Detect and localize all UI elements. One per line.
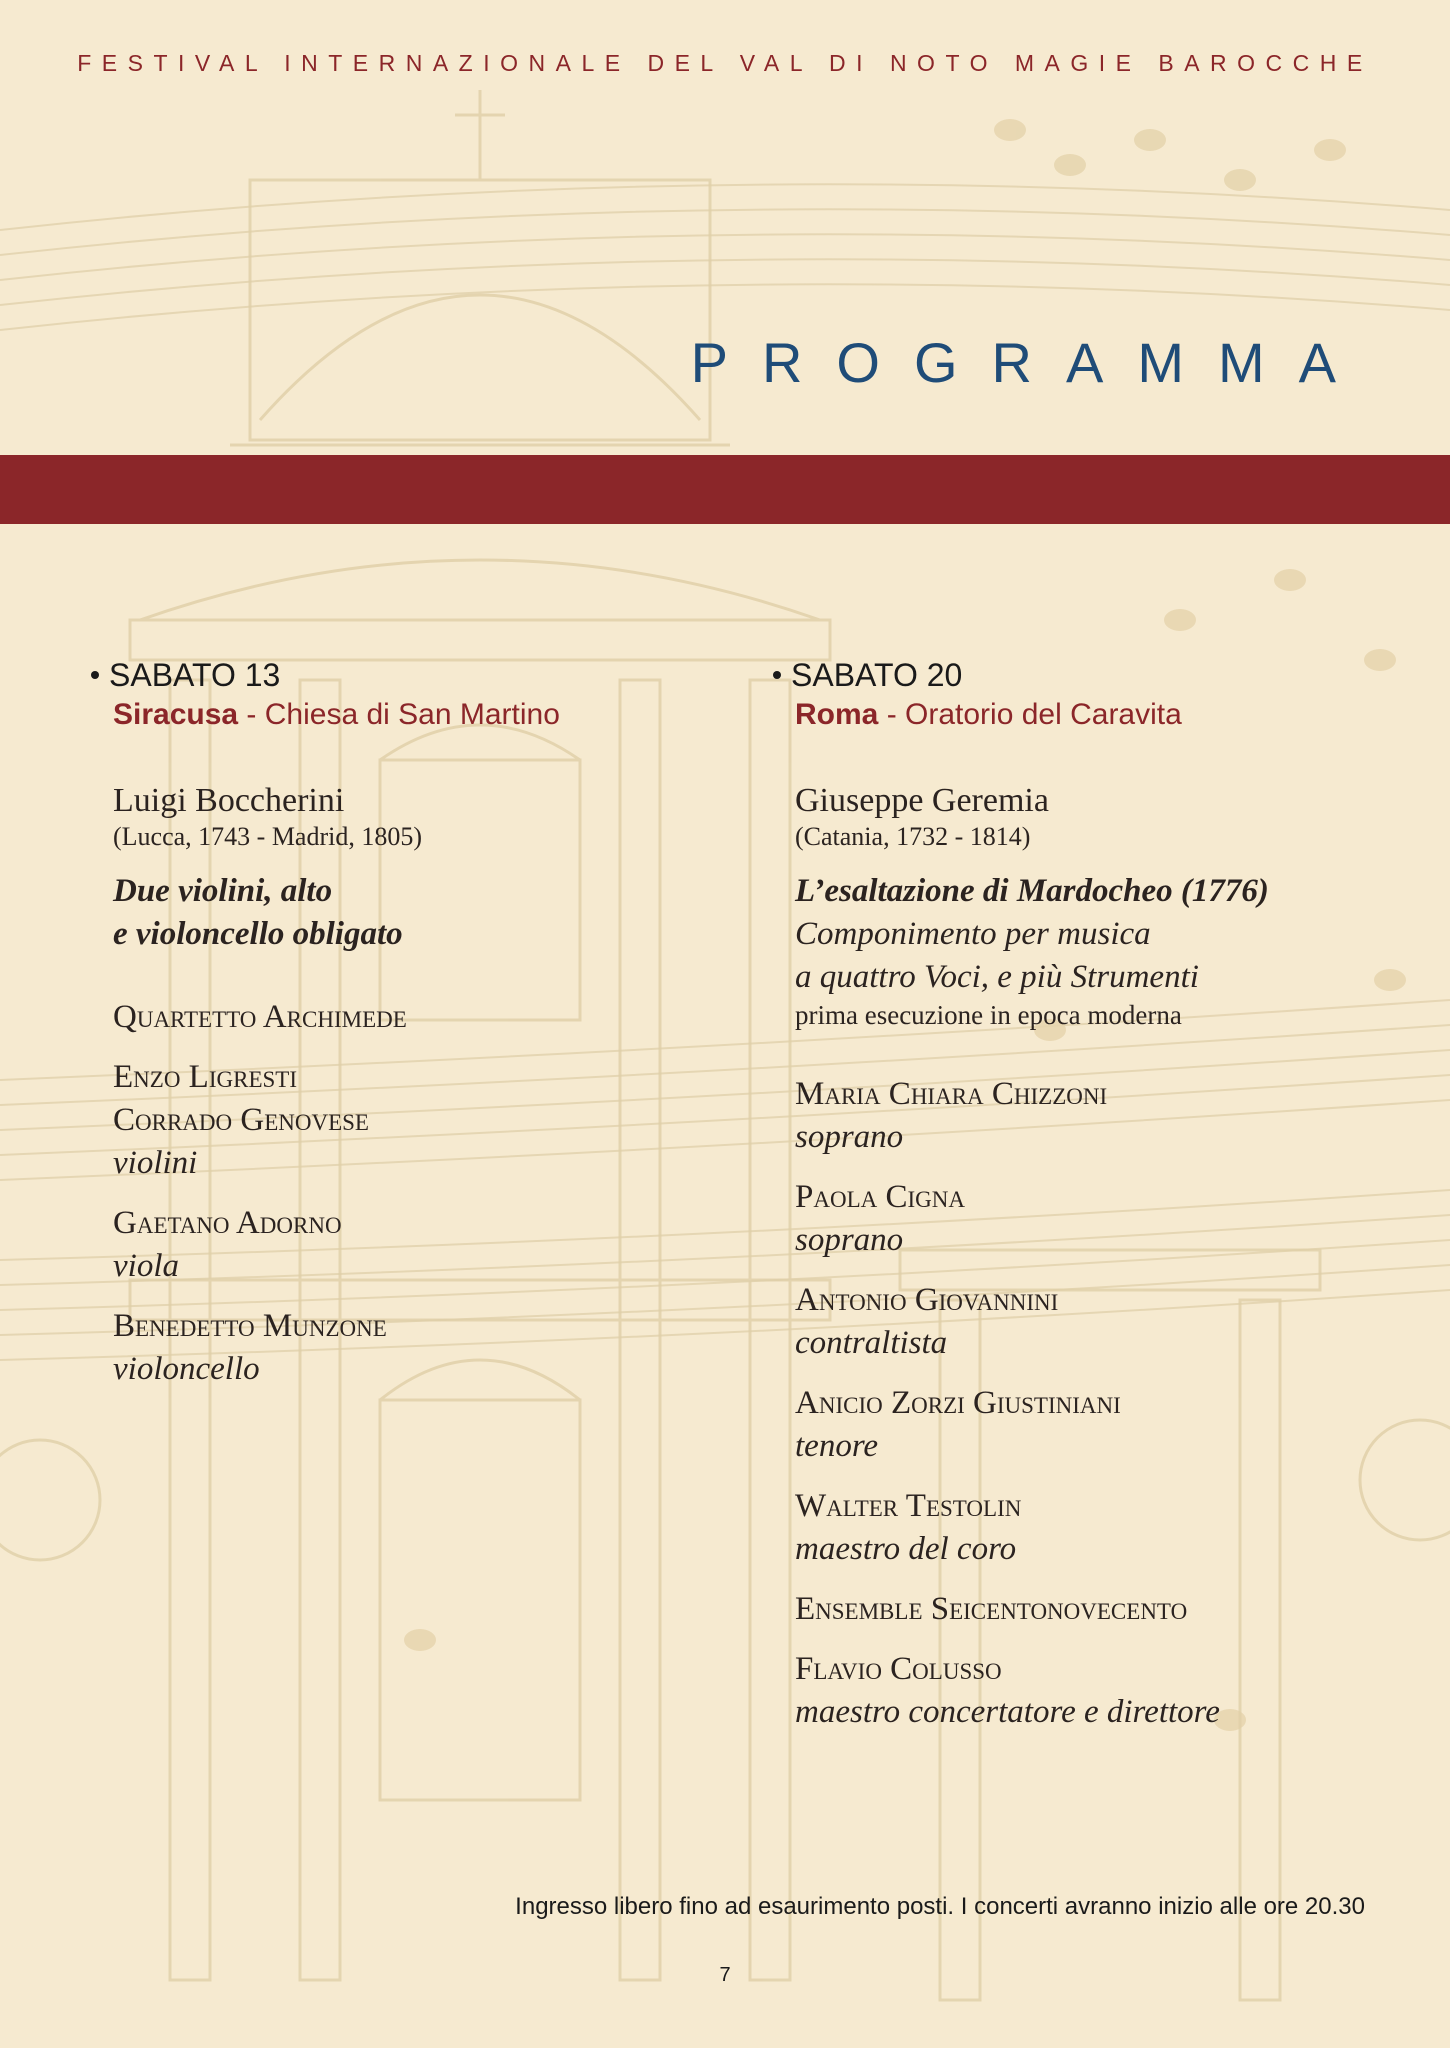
page-number: 7 bbox=[719, 1964, 731, 1986]
performer-name: Maria Chiara Chizzoni bbox=[795, 1076, 1108, 1112]
concert-right bbox=[767, 655, 1347, 1734]
performer-name: Paola Cigna bbox=[795, 1179, 965, 1215]
concert-venue bbox=[767, 695, 1347, 735]
concert-day bbox=[767, 655, 1347, 695]
work-title-line: e violoncello obligato bbox=[113, 916, 403, 952]
performer-group bbox=[795, 1279, 1347, 1365]
ensemble-group bbox=[795, 1588, 1347, 1631]
concert-day bbox=[85, 655, 665, 695]
performer-name: Enzo Ligresti bbox=[113, 1059, 297, 1095]
concert-venue bbox=[85, 695, 665, 735]
performer-role: soprano bbox=[795, 1222, 904, 1258]
performer-role: maestro del coro bbox=[795, 1531, 1017, 1567]
performer-name: Anicio Zorzi Giustiniani bbox=[795, 1385, 1121, 1421]
performer-group bbox=[795, 1382, 1347, 1468]
work-title bbox=[795, 870, 1347, 1031]
composer-name: Giuseppe Geremia bbox=[795, 782, 1049, 819]
day-label: SABATO 13 bbox=[109, 657, 281, 693]
festival-title: FESTIVAL INTERNAZIONALE DEL VAL DI NOTO MAGIE BAROCCHE bbox=[77, 50, 1373, 76]
composer-dates: (Lucca, 1743 - Madrid, 1805) bbox=[113, 822, 423, 851]
work-subtitle: Componimento per musica bbox=[795, 916, 1151, 952]
performer-group bbox=[795, 1176, 1347, 1262]
performer-name: Corrado Genovese bbox=[113, 1102, 369, 1138]
concert-left bbox=[85, 655, 665, 1391]
composer-name: Luigi Boccherini bbox=[113, 782, 345, 819]
footer-note: Ingresso libero fino ad esaurimento posti. I concerti avranno inizio alle ore 20.30 bbox=[515, 1893, 1365, 1920]
ensemble-name: Quartetto Archimede bbox=[113, 999, 407, 1035]
performer-role: viola bbox=[113, 1248, 179, 1284]
performer-role: violini bbox=[113, 1145, 198, 1181]
header-band bbox=[0, 455, 1450, 524]
work-subtitle: a quattro Voci, e più Strumenti bbox=[795, 959, 1199, 995]
work-title-line: L’esaltazione di Mardocheo (1776) bbox=[795, 873, 1269, 909]
bullet-icon bbox=[91, 671, 99, 679]
performer-role: maestro concertatore e direttore bbox=[795, 1694, 1220, 1730]
day-label: SABATO 20 bbox=[791, 657, 963, 693]
performer-name: Gaetano Adorno bbox=[113, 1205, 342, 1241]
work-note: prima esecuzione in epoca moderna bbox=[795, 1000, 1182, 1030]
performer-group bbox=[795, 1648, 1347, 1734]
performer-group bbox=[795, 1073, 1347, 1159]
venue-city: Siracusa bbox=[113, 698, 239, 731]
performer-group bbox=[795, 1485, 1347, 1571]
performer-group bbox=[113, 1202, 665, 1288]
venue-name: - Oratorio del Caravita bbox=[878, 698, 1182, 731]
performer-group bbox=[113, 1056, 665, 1185]
program-details bbox=[85, 781, 665, 1391]
performer-name: Walter Testolin bbox=[795, 1488, 1022, 1524]
work-title bbox=[113, 870, 665, 956]
performer-group bbox=[113, 1305, 665, 1391]
performer-role: tenore bbox=[795, 1428, 879, 1464]
work-title-line: Due violini, alto bbox=[113, 873, 333, 909]
composer-dates: (Catania, 1732 - 1814) bbox=[795, 822, 1031, 851]
performer-role: contraltista bbox=[795, 1325, 948, 1361]
venue-city: Roma bbox=[795, 698, 879, 731]
performer-role: violoncello bbox=[113, 1351, 260, 1387]
section-title: PROGRAMMA bbox=[690, 331, 1370, 394]
performer-name: Antonio Giovannini bbox=[795, 1282, 1059, 1318]
performer-name: Flavio Colusso bbox=[795, 1651, 1002, 1687]
performer-name: Benedetto Munzone bbox=[113, 1308, 387, 1344]
bullet-icon bbox=[773, 671, 781, 679]
program-details bbox=[767, 781, 1347, 1734]
venue-name: - Chiesa di San Martino bbox=[238, 698, 560, 731]
performer-role: soprano bbox=[795, 1119, 904, 1155]
ensemble-name: Ensemble Seicentonovecento bbox=[795, 1591, 1188, 1627]
